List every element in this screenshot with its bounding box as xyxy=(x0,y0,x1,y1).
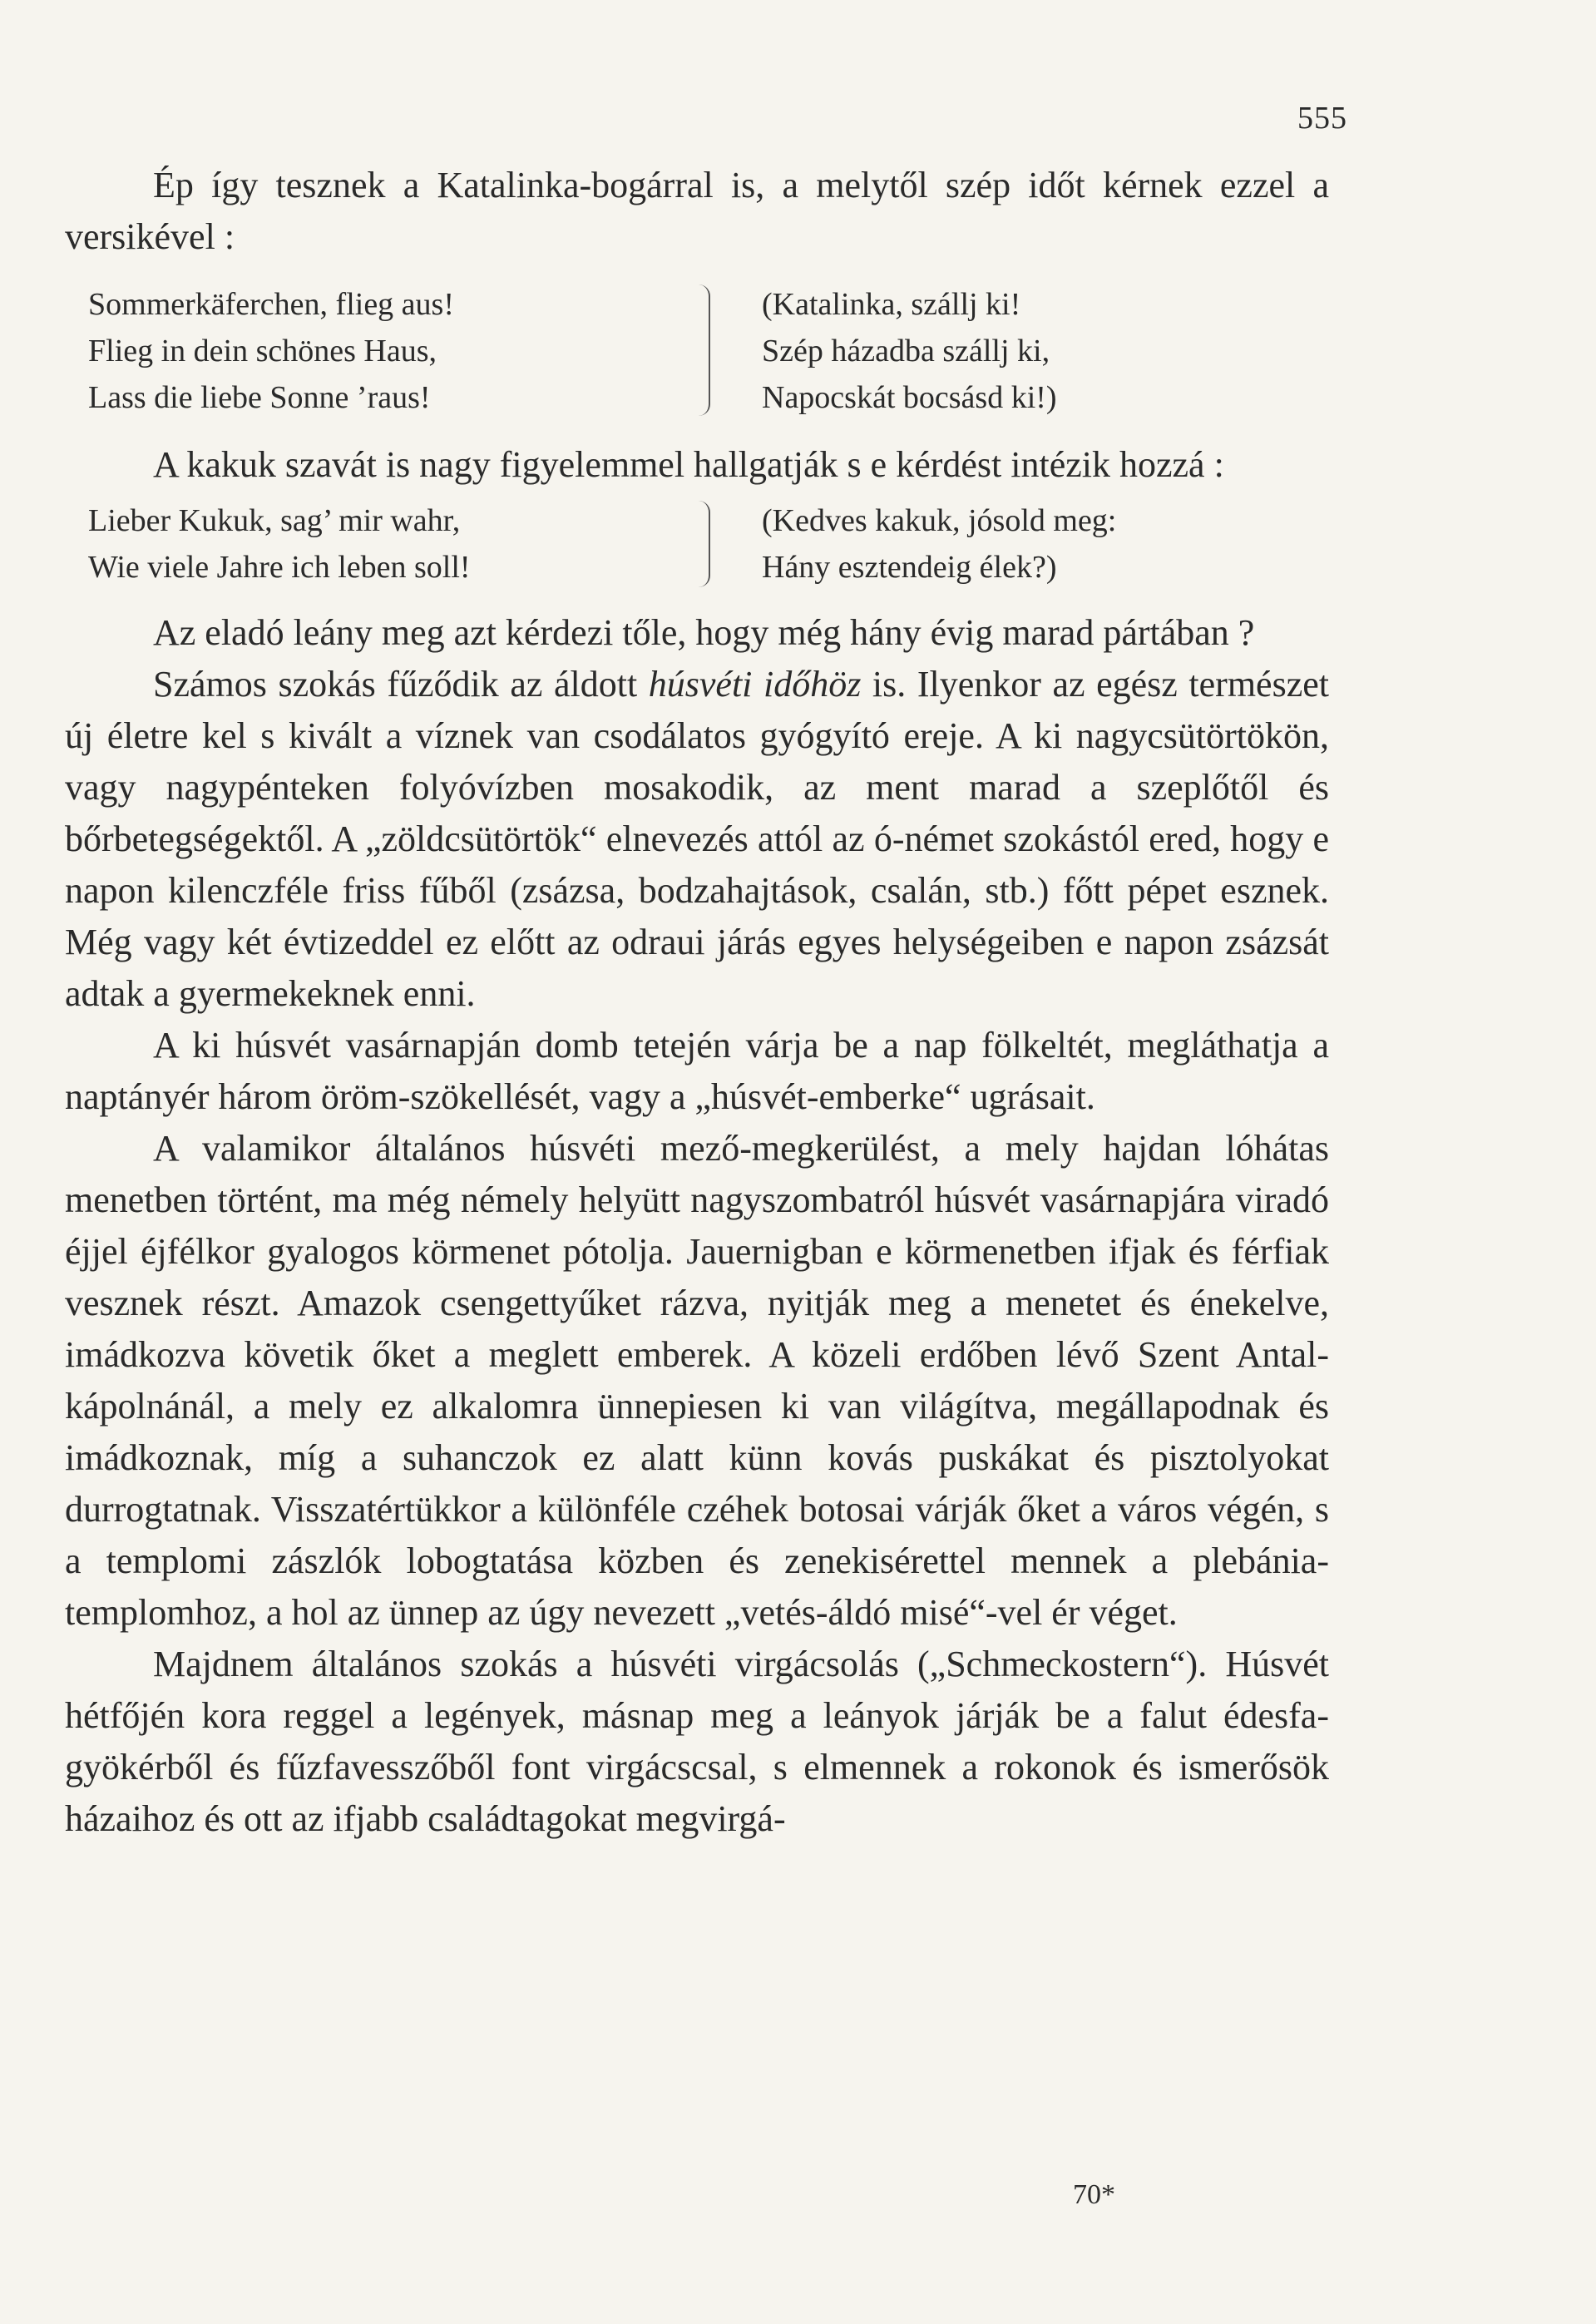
verse-line: Lieber Kukuk, sag’ mir wahr, xyxy=(88,503,461,538)
paragraph-text: is. Ilyenkor az egész természet új életre kel s kivált a víznek van csodálatos gyógyító ereje. A ki nagycsütörtökön, vagy nagypénteken folyóvízben mosakodik, az ment marad a szeplőtől és bőrbetegségektől. A „zöldcsütörtök“ elnevezés attól az ó-német szokástól ered, hogy e napon kilenczféle friss fűből (zsázsa, bodzahajtások, csalán, stb.) főtt pépet esznek. Még vagy két évtizeddel ez előtt az odraui járás egyes helységeiben e napon zsázsát adtak a gyermekeknek enni. xyxy=(65,664,1329,1014)
verse-hungarian xyxy=(762,281,1344,421)
paragraph-2 xyxy=(65,439,1329,491)
paragraph-text: Ép így tesznek a Katalinka-bogárral is, a melytől szép időt kérnek ezzel a versikével : xyxy=(65,165,1329,257)
brace-divider xyxy=(687,501,710,587)
verse-line: Lass die liebe Sonne ’raus! xyxy=(88,380,431,415)
verse-line: Sommerkäferchen, flieg aus! xyxy=(88,287,454,322)
page-number: 555 xyxy=(1297,101,1347,136)
verse-line: (Kedves kakuk, jósold meg: xyxy=(762,503,1117,538)
paragraph-7: Majdnem általános szokás a húsvéti virgácsolás („Schmeckostern“). Húsvét hétfőjén kora reggel a legények, másnap meg a leányok járják be a falut édesfa-gyökérből és fűzfavesszőből font virgácscsal, s elmennek a rokonok és ismerősök házaihoz és ott az ifjabb családtagokat megvirgá- xyxy=(65,1644,1329,1839)
paragraph-1 xyxy=(65,160,1329,263)
verse-hungarian xyxy=(762,497,1344,591)
italic-term: húsvéti időhöz xyxy=(648,664,862,705)
verse-line: (Katalinka, szállj ki! xyxy=(762,287,1021,322)
brace-divider xyxy=(687,284,710,416)
verse-line: Flieg in dein schönes Haus, xyxy=(88,334,437,368)
paragraph-6: A valamikor általános húsvéti mező-megkerülést, a mely hajdan lóhátas menetben történt, ma még némely helyütt nagyszombatról húsvét vasárnapjára viradó éjjel éjfélkor gyalogos körmenet pótolja. Jauernigban e körmenetben ifjak és férfiak vesznek részt. Amazok csengettyűket rázva, nyitják meg a menetet és énekelve, imádkozva követik őket a meglett emberek. A közeli erdőben lévő Szent Antal-kápolnánál, a mely ez alkalomra ünnepiesen ki van világítva, megállapodnak és imádkoznak, míg a suhanczok ez alatt künn kovás puskákat és pisztolyokat durrogtatnak. Visszatértükkor a különféle czéhek botosai várják őket a város végén, s a templomi zászlók lobogtatása közben és zenekisérettel mennek a plebánia-templomhoz, a hol az ünnep az úgy nevezett „vetés-áldó misé“-vel ér véget. xyxy=(65,1128,1329,1633)
verse-line: Hány esztendeig élek?) xyxy=(762,550,1057,585)
printer-signature: 70* xyxy=(1073,2179,1115,2210)
verse-line: Szép házadba szállj ki, xyxy=(762,334,1050,368)
paragraph-4 xyxy=(65,659,1329,1020)
verse-line: Napocskát bocsásd ki!) xyxy=(762,380,1057,415)
verse-line: Wie viele Jahre ich leben soll! xyxy=(88,550,471,585)
paragraph-text: A kakuk szavát is nagy figyelemmel hallgatják s e kérdést intézik hozzá : xyxy=(153,444,1224,485)
paragraph-5: A ki húsvét vasárnapján domb tetején várja be a nap fölkeltét, megláthatja a naptányér három öröm-szökellését, vagy a „húsvét-emberke“ ugrásait. xyxy=(65,1025,1329,1117)
main-text xyxy=(65,607,1329,1845)
paragraph-text: Számos szokás fűződik az áldott xyxy=(153,664,649,705)
verse-german xyxy=(88,497,687,591)
verse-german xyxy=(88,281,687,421)
paragraph-3: Az eladó leány meg azt kérdezi tőle, hogy még hány évig marad pártában ? xyxy=(153,612,1255,653)
